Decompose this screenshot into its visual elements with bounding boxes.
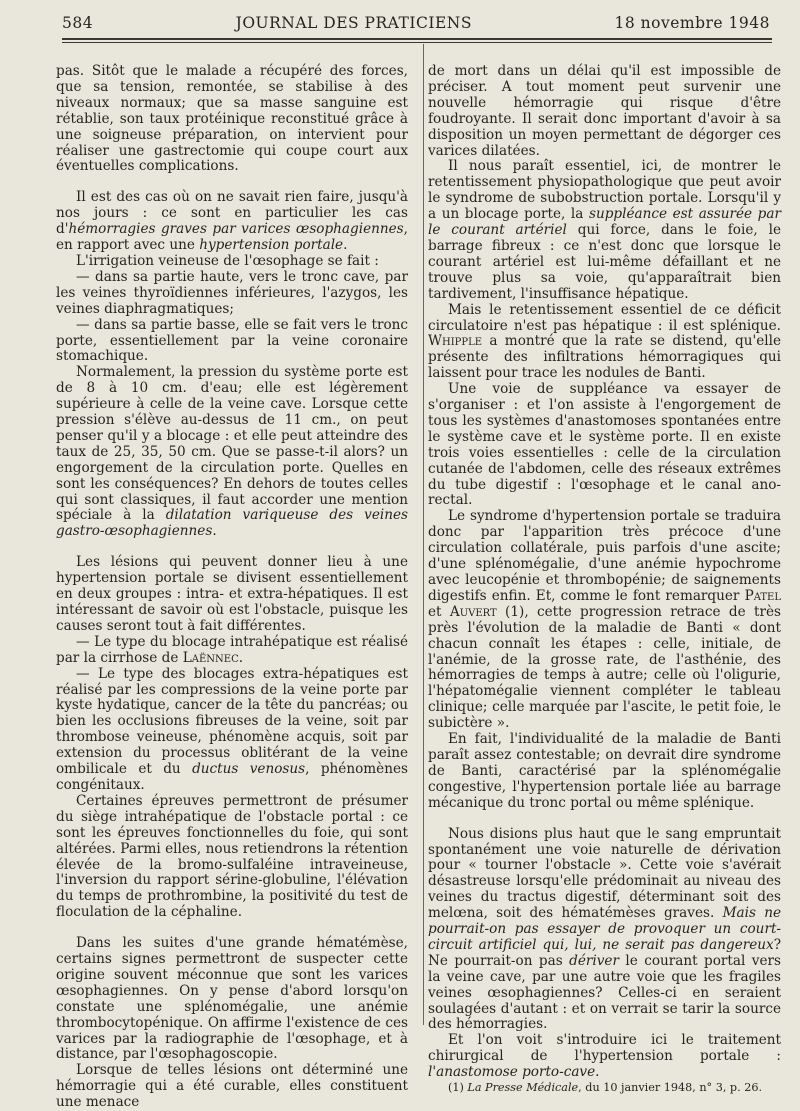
- page-header: [62, 10, 770, 36]
- paragraph: Il est des cas où on ne savait rien faire, jusqu'à nos jours : ce sont en particulier les cas d'hémorragies graves par varices œsophagiennes, en rapport avec une hypertension portale.: [56, 189, 408, 254]
- paragraph: Le syndrome d'hypertension portale se traduira donc par l'apparition très précoce d'une circulation collatérale, puis parfois d'une ascite; d'une splénomégalie, d'une anémie hypochrome avec leucopénie et thrombopénie; de saignements digestifs enfin. Et, comme le font remarquer Patel et Auvert (1), cette progression retrace de très près l'évolution de la maladie de Banti « dont chacun connaît les étapes : celle, initiale, de l'anémie, de la grosse rate, de l'asthénie, des hémorragies de temps à autre; celle où l'oligurie, l'hépatomégalie viennent compléter le tableau clinique; celle marquée par l'ascite, le petit foie, le subictère ».: [428, 508, 781, 732]
- paragraph: Et l'on voit s'introduire ici le traitement chirurgical de l'hypertension portale : l'anastomose porto-cave.: [428, 1032, 781, 1081]
- issue-date: 18 novembre 1948: [614, 14, 770, 32]
- paragraph: Les lésions qui peuvent donner lieu à une hypertension portale se divisent essentiellement en deux groupes : intra- et extra-hépatiques. Il est intéressant de savoir où est l'obstacle, puisque les causes seront tout à fait différentes.: [56, 554, 408, 634]
- paragraph: pas. Sitôt que le malade a récupéré des forces, que sa tension, remontée, se stabilise à des niveaux normaux; que sa masse sanguine est rétablie, son taux protéinique reconstitué grâce à une soigneuse préparation, on intervient pour réaliser une gastrectomie qui coupe court aux éventuelles complications.: [56, 63, 408, 175]
- page-number: 584: [62, 14, 94, 32]
- header-rule-thin: [62, 42, 772, 43]
- footnote: (1) La Presse Médicale, du 10 janvier 1948, n° 3, p. 26.: [448, 1081, 763, 1095]
- header-rule: [62, 38, 772, 40]
- paragraph: Normalement, la pression du système porte est de 8 à 10 cm. d'eau; elle est légèrement supérieure à celle de la veine cave. Lorsque cette pression s'élève au-dessus de 11 cm., on peut penser qu'il y a blocage : et elle peut atteindre des taux de 25, 35, 50 cm. Que se passe-t-il alors? un engorgement de la circulation porte. Quelles en sont les conséquences? En dehors de toutes celles qui sont classiques, il faut accorder une mention spéciale à la dilatation variqueuse des veines gastro-œsophagiennes.: [56, 364, 408, 540]
- paragraph: de mort dans un délai qu'il est impossible de préciser. A tout moment peut survenir une nouvelle hémorragie qui risque d'être foudroyante. Il serait donc important d'avoir à sa disposition un moyen permettant de dégorger ces varices dilatées.: [428, 63, 781, 159]
- paragraph: — Le type du blocage intrahépatique est réalisé par la cirrhose de Laënnec.: [56, 633, 408, 666]
- paragraph: — dans sa partie haute, vers le tronc cave, par les veines thyroïdiennes inférieures, l'azygos, les veines diaphragmatiques;: [56, 268, 408, 317]
- paragraph: Nous disions plus haut que le sang empruntait spontanément une voie naturelle de dérivation pour « tourner l'obstacle ». Cette voie s'avérait désastreuse lorsqu'elle prédominait au niveau des veines du tractus digestif, déterminant soit des melœna, soit des hématémèses graves. Mais ne pourrait-on pas essayer de provoquer un court-circuit artificiel qui, lui, ne serait pas dangereux? Ne pourrait-on pas dériver le courant portal vers la veine cave, par une autre voie que les fragiles veines œsophagiennes? Celles-ci en seraient soulagées d'autant : et on verrait se tarir la source des hémorragies.: [428, 825, 782, 1033]
- journal-title: JOURNAL DES PRATICIENS: [235, 14, 472, 32]
- right-column: [428, 64, 781, 1095]
- paragraph: Il nous paraît essentiel, ici, de montrer le retentissement physiopathologique que peut avoir le syndrome de subobstruction portale. Lorsqu'il y a un blocage porte, la suppléance est assurée par le courant artériel qui force, dans le foie, le barrage fibreux : ce n'est donc que lorsque le courant artériel est lui-même défaillant et ne trouve plus sa voie, qu'apparaîtrait bien tardivement, l'insuffisance hépatique.: [428, 158, 781, 302]
- paragraph: Une voie de suppléance va essayer de s'organiser : et l'on assiste à l'engorgement de tous les systèmes d'anastomoses spontanées entre le système cave et le système porte. Il en existe trois voies essentielles : celle de la circulation cutanée de l'abdomen, celle des réseaux extrêmes du tube digestif : l'œsophage et le canal ano-rectal.: [428, 381, 781, 509]
- paragraph: Certaines épreuves permettront de présumer du siège intrahépatique de l'obstacle portal : ce sont les épreuves fonctionnelles du foie, qui sont altérées. Parmi elles, nous retiendrons la rétention élevée de la bromo-sulfaléine intraveineuse, l'inversion du rapport sérine-globuline, l'élévation du temps de prothrombine, la positivité du test de floculation de la céphaline.: [56, 792, 408, 921]
- paragraph: Mais le retentissement essentiel de ce déficit circulatoire n'est pas hépatique : il est splénique. Whipple a montré que la rate se distend, qu'elle présente des infiltrations hémorragiques qui laissent pour trace les nodules de Banti.: [428, 301, 781, 382]
- paragraph: Lorsque de telles lésions ont déterminé une hémorragie qui a été curable, elles constituent une menace: [56, 1062, 408, 1111]
- left-column: [56, 64, 408, 1111]
- paragraph: L'irrigation veineuse de l'œsophage se fait :: [76, 252, 379, 269]
- paragraph: Dans les suites d'une grande hématémèse, certains signes permettront de suspecter cette origine souvent méconnue que sont les varices œsophagiennes. On y pense d'abord lorsqu'on constate une splénomégalie, une anémie thrombocytopénique. On affirme l'existence de ces varices par la radiographie de l'œsophage, et à distance, par l'œsophagoscopie.: [56, 935, 408, 1063]
- paragraph: — dans sa partie basse, elle se fait vers le tronc porte, essentiellement par la veine coronaire stomachique.: [56, 316, 408, 365]
- paragraph: — Le type des blocages extra-hépatiques est réalisé par les compressions de la veine porte par kyste hydatique, cancer de la tête du pancréas; ou bien les occlusions fibreuses de la veine, soit par thrombose veineuse, phénomène acquis, soit par extension du processus oblitérant de la veine ombilicale et du ductus venosus, phénomènes congénitaux.: [56, 665, 408, 793]
- column-divider: [423, 44, 424, 1025]
- paragraph: En fait, l'individualité de la maladie de Banti paraît assez contestable; on devrait dire syndrome de Banti, caractérisé par la splénomégalie congestive, l'hypertension portale liée au barrage mécanique du tronc portal ou même splénique.: [428, 731, 781, 811]
